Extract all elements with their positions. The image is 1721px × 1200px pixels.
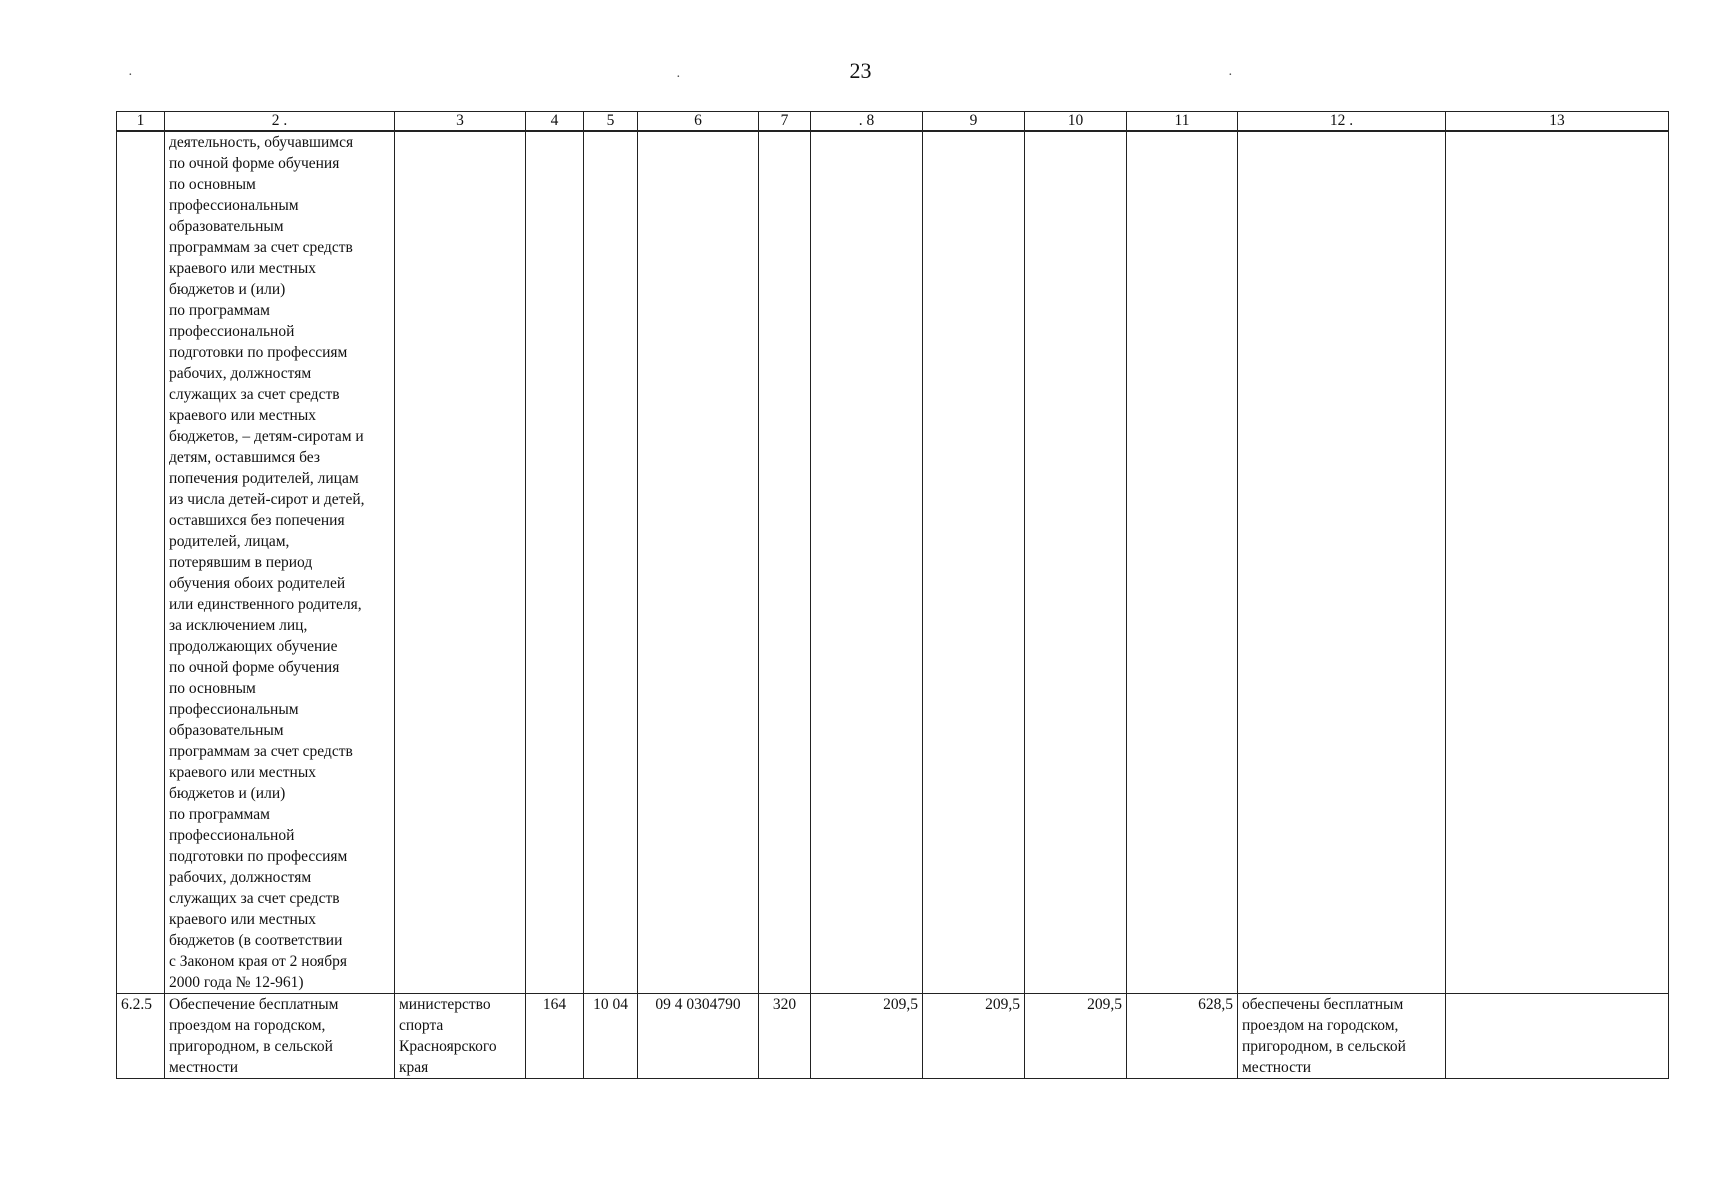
cell (584, 131, 638, 994)
cell-code-section: 10 04 (584, 994, 638, 1079)
scan-speck: · (1228, 68, 1233, 83)
table-header-row (117, 112, 1669, 132)
cell (1127, 131, 1238, 994)
header-col-6: 6 (638, 112, 759, 132)
cell (923, 131, 1025, 994)
header-col-7: 7 (759, 112, 811, 132)
cell (759, 131, 811, 994)
cell-col-13 (1446, 994, 1669, 1079)
cell (1025, 131, 1127, 994)
cell-amount-2: 209,5 (923, 994, 1025, 1079)
cell-result: обеспечены бесплатным проездом на городском, пригородном, в сельской местности (1238, 994, 1446, 1079)
header-col-9: 9 (923, 112, 1025, 132)
header-col-1: 1 (117, 112, 165, 132)
header-col-8: . 8 (811, 112, 923, 132)
cell (638, 131, 759, 994)
cell (526, 131, 584, 994)
page-number: 23 (849, 58, 872, 83)
header-col-3: 3 (395, 112, 526, 132)
budget-table (116, 111, 1669, 1079)
cell (395, 131, 526, 994)
header-col-4: 4 (526, 112, 584, 132)
header-col-12: 12 . (1238, 112, 1446, 132)
cell-amount-1: 209,5 (811, 994, 923, 1079)
header-col-11: 11 (1127, 112, 1238, 132)
cell (1446, 131, 1669, 994)
scan-speck: · (676, 70, 681, 85)
cell (117, 131, 165, 994)
table-row-continued (117, 131, 1669, 994)
cell-amount-3: 209,5 (1025, 994, 1127, 1079)
header-col-13: 13 (1446, 112, 1669, 132)
cell (811, 131, 923, 994)
cell-description: Обеспечение бесплатным проездом на городском, пригородном, в сельской местности (165, 994, 395, 1079)
cell-description-continued: деятельность, обучавшимся по очной форме обучения по основным профессиональным образовательным программам за счет средств краевого или местных бюджетов и (или) по программам профессиональной подготовки по профессиям рабочих, должностям служащих за счет средств краевого или местных бюджетов, – детям-сиротам и детям, оставшимся без попечения родителей, лицам из числа детей-сирот и детей, оставшихся без попечения родителей, лицам, потерявшим в период обучения обоих родителей или единственного родителя, за исключением лиц, продолжающих обучение по очной форме обучения по основным профессиональным образовательным программам за счет средств краевого или местных бюджетов и (или) по программам профессиональной подготовки по профессиям рабочих, должностям служащих за счет средств краевого или местных бюджетов (в соответствии с Законом края от 2 ноября 2000 года № 12-961) (165, 131, 395, 994)
header-col-2: 2 . (165, 112, 395, 132)
header-col-10: 10 (1025, 112, 1127, 132)
table-row-6-2-5 (117, 994, 1669, 1079)
scan-speck: · (128, 68, 133, 83)
cell-code-target: 09 4 0304790 (638, 994, 759, 1079)
header-col-5: 5 (584, 112, 638, 132)
cell (1238, 131, 1446, 994)
cell-item-number: 6.2.5 (117, 994, 165, 1079)
cell-responsible: министерство спорта Красноярского края (395, 994, 526, 1079)
cell-code-type: 320 (759, 994, 811, 1079)
cell-amount-total: 628,5 (1127, 994, 1238, 1079)
cell-code-gbs: 164 (526, 994, 584, 1079)
